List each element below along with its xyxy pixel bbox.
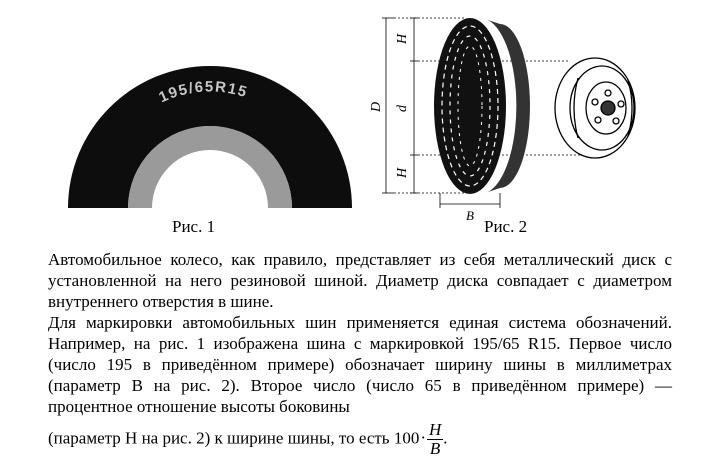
fraction-numerator: H: [428, 420, 442, 439]
paragraph-2: Для маркировки автомобильных шин применяется единая система обозначений. Например, на рис. 1 изображена шина с маркировкой 195/65 R15. Первое число (число 195 в приведённом примере) обозначает ширину шины в миллиметрах (параметр B на рис. 2). Второе число (число 65 в приведённом примере) — процентное отношение высоты боковины: [48, 313, 672, 416]
label-d: d: [395, 105, 410, 112]
formula-period: .: [443, 428, 448, 448]
tire-marking-text: 195/65R15: [156, 78, 250, 107]
tire-arc-image: [60, 8, 360, 208]
figure-2-caption: Рис. 2: [484, 217, 528, 236]
tire-side: [434, 18, 530, 194]
paragraph-1: Автомобильное колесо, как правило, представляет из себя металлический диск с установленной на него резиновой шиной. Диаметр диска совпадает с диаметром внутреннего отверстия в шине.: [48, 250, 672, 311]
formula-number: 100: [393, 428, 420, 448]
label-B: B: [466, 208, 474, 223]
label-h-top: H: [395, 33, 410, 44]
figure-1-caption: Рис. 1: [172, 217, 216, 236]
body-text: [48, 249, 672, 458]
tire-dimensions-diagram: [370, 8, 670, 223]
figure-1-tire: [60, 8, 360, 208]
rim-disk: [555, 58, 635, 158]
label-h-bottom: H: [395, 167, 410, 178]
figure-2-tire-dimensions: [370, 8, 670, 223]
paragraph-3-text: (параметр H на рис. 2) к ширине шины, то есть: [48, 428, 390, 448]
formula-fraction: [427, 421, 443, 458]
formula-dot: ·: [420, 428, 426, 448]
fraction-denominator: B: [429, 439, 441, 458]
paragraph-3: [48, 421, 672, 458]
label-D: D: [370, 101, 384, 112]
